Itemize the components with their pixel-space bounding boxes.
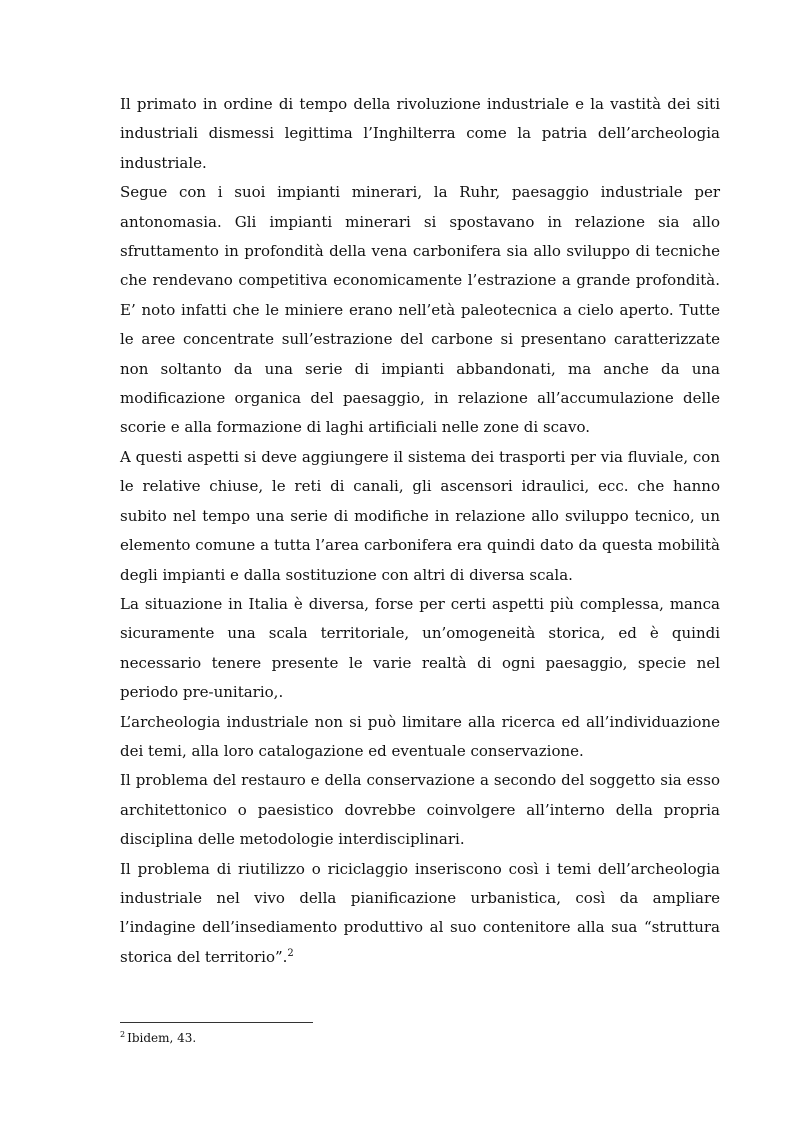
paragraph-7-text: Il problema di riutilizzo o riciclaggio inseriscono così i temi dell’archeologia industriale nel vivo della pianificazione urbanistica, così da ampliare l’indagine dell’insediamento produttivo al suo contenitore alla sua “struttura storica del territorio”. <box>120 859 720 966</box>
paragraph-5: L’archeologia industriale non si può limitare alla ricerca ed all’individuazione dei temi, alla loro catalogazione ed eventuale conservazione. <box>120 712 720 760</box>
footnote <box>120 1030 196 1046</box>
paragraph-3: A questi aspetti si deve aggiungere il sistema dei trasporti per via fluviale, con le relative chiuse, le reti di canali, gli ascensori idraulici, ecc. che hanno subito nel tempo una serie di modifiche in relazione allo sviluppo tecnico, un elemento comune a tutta l’area carbonifera era quindi dato da questa mobilità degli impianti e dalla sostituzione con altri di diversa scala. <box>120 447 720 584</box>
paragraph-4: La situazione in Italia è diversa, forse per certi aspetti più complessa, manca sicuramente una scala territoriale, un’omogeneità storica, ed è quindi necessario tenere presente le varie realtà di ogni paesaggio, specie nel periodo pre-unitario,. <box>120 594 720 702</box>
footnote-text: Ibidem, 43. <box>127 1031 197 1045</box>
paragraph-6: Il problema del restauro e della conservazione a secondo del soggetto sia esso architettonico o paesistico dovrebbe coinvolgere all’interno della propria disciplina delle metodologie interdisciplinari. <box>120 771 720 849</box>
footnote-divider <box>120 1022 313 1023</box>
document-body <box>120 90 720 972</box>
footnote-number: 2 <box>120 1030 126 1039</box>
paragraph-2: Segue con i suoi impianti minerari, la Ruhr, paesaggio industriale per antonomasia. Gli impianti minerari si spostavano in relazione sia allo sfruttamento in profondità della vena carbonifera sia allo sviluppo di tecniche che rendevano competitiva economicamente l’estrazione a grande profondità. E’ noto infatti che le miniere erano nell’età paleotecnica a cielo aperto. Tutte le aree concentrate sull’estrazione del carbone si presentano caratterizzate non soltanto da una serie di impianti abbandonati, ma anche da una modificazione organica del paesaggio, in relazione all’accumulazione delle scorie e alla formazione di laghi artificiali nelle zone di scavo. <box>120 183 720 437</box>
paragraph-7 <box>120 855 720 973</box>
paragraph-1: Il primato in ordine di tempo della rivoluzione industriale e la vastità dei siti industriali dismessi legittima l’Inghilterra come la patria dell’archeologia industriale. <box>120 95 720 172</box>
footnote-reference: 2 <box>287 947 294 959</box>
